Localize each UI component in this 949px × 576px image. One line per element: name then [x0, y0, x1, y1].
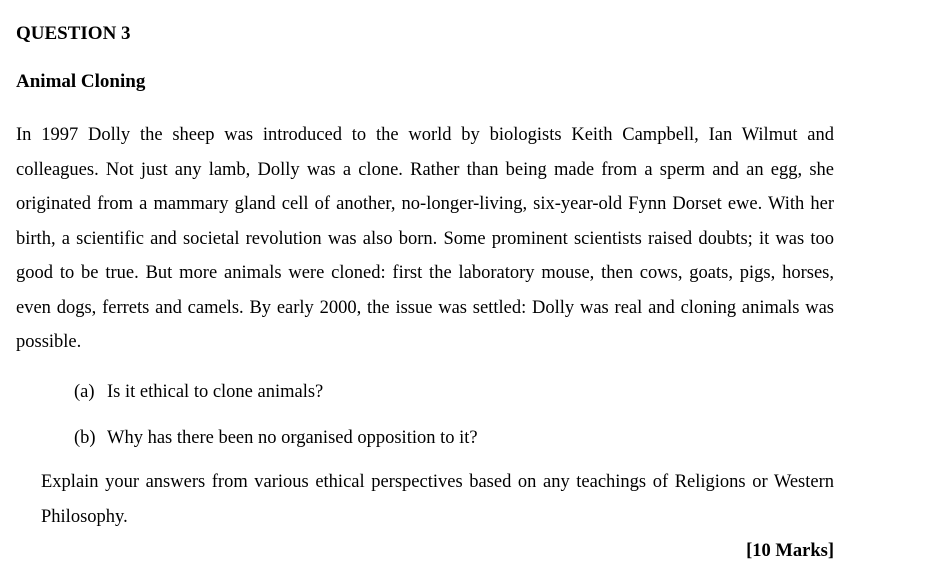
sub-question-label: (a) [74, 382, 95, 402]
question-subtitle: Animal Cloning [16, 71, 146, 92]
question-heading: QUESTION 3 [16, 23, 131, 44]
marks-allocation: [10 Marks] [746, 541, 834, 561]
question-instruction: Explain your answers from various ethical perspectives based on any teachings of Religions or Western Philosophy. [41, 472, 834, 527]
sub-question-a [74, 380, 323, 404]
sub-question-text: Why has there been no organised opposition to it? [107, 428, 478, 448]
sub-question-label: (b) [74, 428, 96, 448]
sub-question-text: Is it ethical to clone animals? [107, 382, 324, 402]
question-body-paragraph: In 1997 Dolly the sheep was introduced to the world by biologists Keith Campbell, Ian Wilmut and colleagues. Not just any lamb, Dolly was a clone. Rather than being made from a sperm and an egg, she originated from a mammary gland cell of another, no-longer-living, six-year-old Fynn Dorset ewe. With her birth, a scientific and societal revolution was also born. Some prominent scientists raised doubts; it was too good to be true. But more animals were cloned: first the laboratory mouse, then cows, goats, pigs, horses, even dogs, ferrets and camels. By early 2000, the issue was settled: Dolly was real and cloning animals was possible. [16, 125, 834, 352]
sub-question-b [74, 426, 478, 450]
